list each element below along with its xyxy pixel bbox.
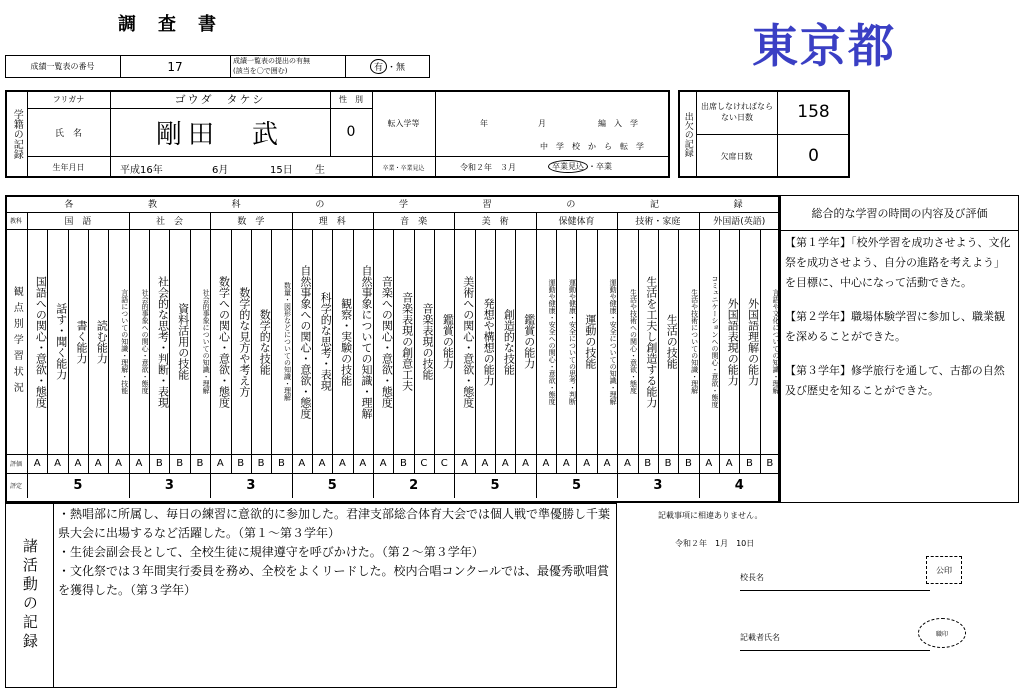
viewpoint-item: 発想や構想の能力 (482, 297, 496, 386)
viewpoint-item: 社会的事象についての知識・理解 (202, 289, 211, 394)
required-days: 158 (797, 102, 830, 122)
eval-cell: A (359, 458, 367, 469)
grad-status: 卒業見込 ・卒業 (548, 160, 612, 173)
hyotei-value: 4 (734, 478, 744, 493)
document-title: 調 査 書 (118, 14, 218, 35)
grades-header-char: 教 (147, 200, 157, 210)
eval-cell: A (461, 458, 468, 469)
viewpoint-item: 生活を工夫し創造する能力 (644, 275, 658, 408)
eval-cell: A (216, 458, 224, 469)
eval-cell: B (684, 458, 692, 469)
certify-statement: 記載事項に相違ありません。 (658, 511, 763, 520)
birth-suffix: 生 (315, 165, 325, 176)
eval-cell: A (115, 458, 122, 469)
eval-cell: B (644, 458, 652, 469)
eval-cell: A (522, 458, 530, 469)
subject-header: 技術・家庭 (635, 217, 681, 227)
eval-cell: A (481, 458, 489, 469)
transfer-hen: 編 入 学 (598, 119, 638, 128)
transfer-chu: 中 学 校 か ら 転 学 (540, 142, 644, 151)
eval-cell: A (339, 458, 346, 469)
subject-header: 音 楽 (400, 217, 428, 227)
eval-cell: A (705, 458, 713, 469)
eval-cell: A (501, 458, 509, 469)
viewpoint-item: 音楽への関心・意欲・態度 (380, 275, 394, 408)
list-number: 17 (167, 59, 183, 74)
hyotei-value: 5 (571, 478, 581, 493)
integrated-title: 総合的な学習の時間の内容及び評価 (811, 206, 988, 220)
eval-cell: B (155, 458, 163, 469)
attendance-section-label: 出欠の記録 (682, 111, 693, 157)
activities-label: 諸活動の記録 (20, 538, 39, 652)
viewpoint-item: 社会的事象への関心・意欲・態度 (141, 289, 150, 394)
eval-cell: A (379, 458, 387, 469)
viewpoint-item: 生活の技能 (665, 314, 679, 369)
eval-cell: A (54, 458, 61, 469)
eval-cell: B (746, 458, 753, 469)
furigana-value: ゴウダ タケシ (174, 93, 266, 106)
viewpoint-item: 音楽表現の創意工夫 (400, 292, 414, 391)
viewpoint-item: 数学への関心・意欲・態度 (217, 275, 231, 408)
grades-header-char: 学 (398, 200, 408, 210)
viewpoint-item: 数学的な見方や考え方 (237, 286, 251, 397)
activities-text: ・熱唱部に所属し、毎日の練習に意欲的に参加した。君津支部総合体育大会では個人戦で準優勝し千葉県大会に出場するなど活躍した。（第１～第３学年） ・生徒会副会長として、全校生徒に規律遵守を呼びかけた。（第２～第３学年） ・文化祭では３年間実行委員を務め、全校をよくリードした。校内合唱コンクールでは、最優秀歌唱賞を獲得した。（第３学年） (58, 507, 611, 597)
grades-header-char: 録 (733, 200, 743, 210)
birth-era: 平成16年 (120, 165, 163, 176)
viewpoint-label: 観点別学習状況 (11, 285, 23, 398)
grad-label: 卒業・卒業見込 (382, 164, 425, 172)
grades-header-char: 科 (231, 200, 241, 210)
hyotei-value: 3 (246, 478, 256, 493)
certify-date: 令和２年 1月 10日 (675, 539, 755, 548)
viewpoint-item: 資料活用の技能 (176, 303, 190, 380)
submit-label: 成績一覧表の提出の有無 (該当を〇で囲む) (233, 57, 310, 75)
eval-cell: C (440, 458, 448, 469)
integrated-year3: 【第３学年】修学旅行を通して、古都の自然及び歴史を知ることができた。 (785, 364, 1005, 397)
viewpoint-item: 運動や健康・安全への関心・意欲・態度 (548, 278, 557, 405)
integrated-year2: 【第２学年】職場体験学習に参加し、職業観を深めることができた。 (785, 310, 1005, 343)
eval-cell: A (298, 458, 306, 469)
transfer-label: 転入学等 (387, 118, 420, 128)
hyotei-value: 3 (653, 478, 663, 493)
birth-day: 15日 (270, 165, 293, 176)
viewpoint-item: 運動や健康・安全についての思考・判断 (568, 278, 577, 405)
viewpoint-item: 観察・実験の技能 (339, 297, 353, 386)
subject-header: 保健体育 (558, 217, 595, 227)
eval-cell: B (664, 458, 672, 469)
viewpoint-item: コミュニケーションへの関心・意欲・態度 (710, 275, 719, 408)
eval-cell: A (135, 458, 143, 469)
subject-header: 国 語 (64, 217, 92, 227)
grades-header-char: の (315, 200, 325, 210)
viewpoint-item: 外国語表現の能力 (726, 297, 740, 386)
subject-header: 外国語(英語) (713, 217, 766, 227)
integrated-year1: 【第１学年】「校外学習を成功させよう、文化祭を成功させよう、自分の進路を考えよう」を目標に、中心になって活動できた。 (785, 236, 1011, 289)
viewpoint-item: 鑑賞の能力 (441, 314, 455, 369)
viewpoint-item: 生活や技術についての知識・理解 (690, 289, 699, 394)
hyotei-value: 5 (73, 478, 83, 493)
viewpoint-item: 数量・図形などについての知識・理解 (283, 282, 292, 401)
grades-header-char: の (566, 200, 576, 210)
subject-header: 美 術 (481, 217, 509, 227)
eval-cell: A (623, 458, 631, 469)
eval-label: 評価 (9, 461, 22, 468)
birth-month: 6月 (212, 165, 229, 176)
viewpoint-item: 運動の技能 (583, 314, 597, 369)
gender-value: 0 (346, 124, 356, 140)
viewpoint-item: 運動や健康・安全についての知識・理解 (609, 278, 618, 405)
list-number-label: 成績一覧表の番号 (30, 62, 95, 71)
viewpoint-item: 自然事象への関心・意欲・態度 (298, 264, 312, 419)
viewpoint-item: 鑑賞の能力 (522, 314, 536, 369)
name-label: 氏 名 (54, 128, 82, 139)
hyotei-value: 3 (164, 478, 174, 493)
absent-days: 0 (808, 146, 819, 166)
eval-cell: A (33, 458, 41, 469)
viewpoint-item: 生活や技術への関心・意欲・態度 (629, 289, 638, 394)
viewpoint-item: 言語についての知識・理解・技能 (120, 289, 129, 394)
grades-header-char: 習 (482, 200, 492, 210)
eval-cell: B (766, 458, 774, 469)
eval-cell: B (237, 458, 245, 469)
viewpoint-item: 美術への関心・意欲・態度 (461, 275, 475, 408)
hyotei-value: 5 (490, 478, 500, 493)
grades-header-char: 各 (64, 200, 74, 210)
writer-seal: 職印 (918, 618, 966, 648)
transfer-year: 年 (480, 119, 488, 128)
subject-header: 数 学 (237, 217, 265, 227)
subject-header: 理 科 (318, 217, 346, 227)
principal-label: 校長名 (740, 573, 764, 582)
viewpoint-item: 書く能力 (75, 319, 89, 364)
eval-cell: A (318, 458, 326, 469)
eval-cell: A (583, 458, 591, 469)
viewpoint-item: 数学的な技能 (258, 308, 272, 375)
transfer-month: 月 (538, 119, 546, 128)
hyotei-value: 2 (409, 478, 419, 493)
required-days-label: 出席しなければならない日数 (701, 102, 773, 122)
eval-cell: B (196, 458, 204, 469)
school-seal: 公印 (926, 556, 962, 584)
eval-cell: B (400, 458, 407, 469)
eval-cell: C (420, 458, 428, 469)
eval-cell: A (603, 458, 611, 469)
viewpoint-item: 読む能力 (95, 319, 109, 364)
eval-cell: A (562, 458, 570, 469)
viewpoint-item: 創造的な技能 (502, 308, 516, 375)
eval-cell: B (277, 458, 285, 469)
submit-choice: 有 ・ 無 (345, 55, 430, 78)
gender-label: 性 別 (339, 94, 363, 104)
student-section-label: 学籍の記録 (11, 109, 23, 159)
eval-cell: A (94, 458, 102, 469)
viewpoint-item: 話す・聞く能力 (54, 303, 68, 380)
writer-label: 記載者氏名 (740, 633, 780, 642)
birth-label: 生年月日 (52, 162, 85, 172)
viewpoint-item: 自然事象についての知識・理解 (359, 264, 373, 419)
absent-days-label: 欠席日数 (720, 151, 753, 161)
viewpoint-item: 国語への関心・意欲・態度 (34, 275, 48, 408)
eval-cell: B (257, 458, 265, 469)
viewpoint-item: 科学的な思考・表現 (319, 292, 333, 391)
subject-header: 社 会 (155, 217, 183, 227)
prefecture-name: 東京都 (752, 19, 896, 73)
hyotei-value: 5 (327, 478, 337, 493)
furigana-label: フリガナ (52, 94, 85, 104)
eval-cell: A (542, 458, 550, 469)
viewpoint-item: 社会的な思考・判断・表現 (156, 275, 170, 408)
grad-date: 令和２年 ３月 (460, 163, 516, 172)
viewpoint-item: 音楽表現の技能 (421, 303, 435, 380)
eval-cell: A (725, 458, 733, 469)
subject-label: 教科 (9, 218, 22, 225)
viewpoint-item: 言語や文化についての知識・理解 (771, 289, 780, 394)
eval-cell: A (74, 458, 82, 469)
integrated-body (785, 233, 1015, 401)
viewpoint-item: 外国語理解の能力 (746, 297, 760, 386)
eval-cell: B (176, 458, 184, 469)
student-name: 剛田 武 (155, 119, 284, 150)
hyotei-label: 評定 (9, 483, 22, 490)
grades-header-char: 記 (649, 200, 659, 210)
